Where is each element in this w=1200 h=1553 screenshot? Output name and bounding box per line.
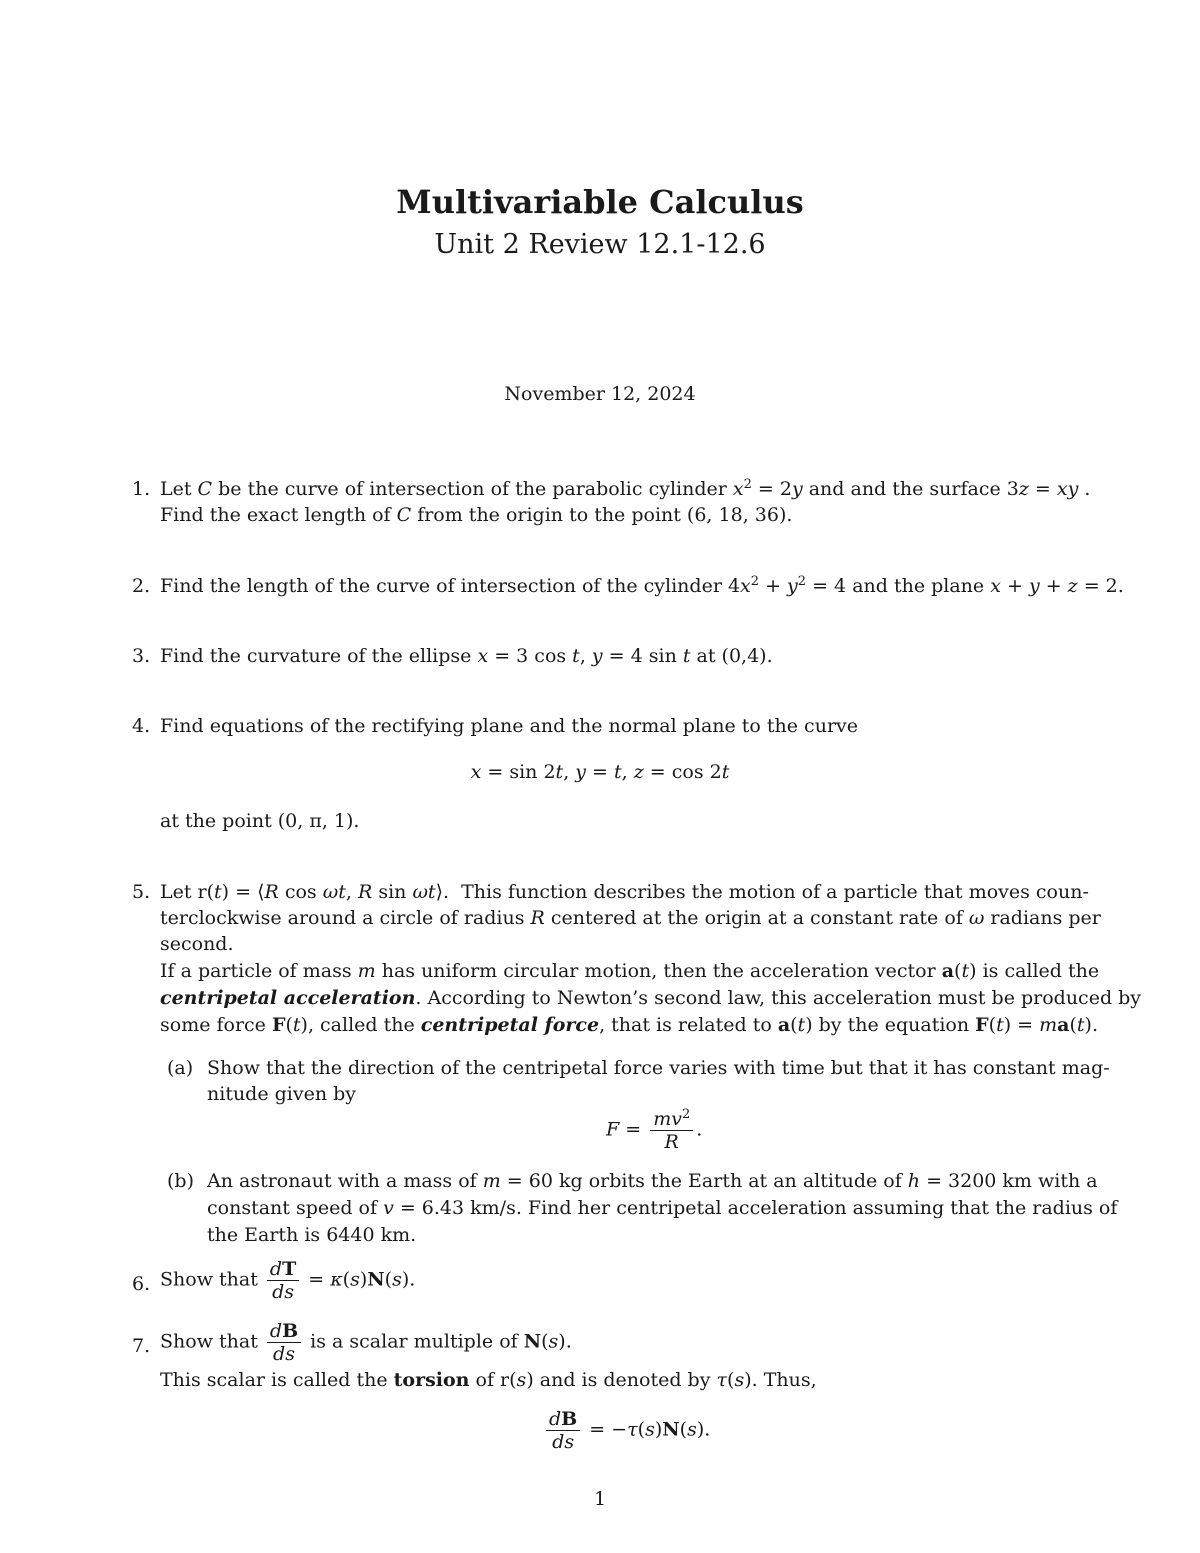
problem-5b-label: (b) [167, 1170, 194, 1192]
problem-5b-line-3: the Earth is 6440 km. [207, 1224, 417, 1246]
document-date: November 12, 2024 [504, 383, 696, 405]
document-subtitle: Unit 2 Review 12.1-12.6 [434, 229, 766, 260]
problem-2-number: 2. [132, 575, 151, 597]
problem-5-number: 5. [132, 881, 151, 903]
problem-5-line-5: centripetal acceleration. According to Newton’s second law, this acceleration must be produced by [160, 987, 1142, 1009]
problem-6-text: Show that $\frac{dT}{ds}$ = κ(s)N(s). [160, 1258, 416, 1303]
problem-4-line-2: at the point (0, π, 1). [160, 810, 360, 832]
problem-1-line-2: Find the exact length of C from the origin to the point (6, 18, 36). [160, 504, 793, 526]
problem-3-text: Find the curvature of the ellipse x = 3 cos t, y = 4 sin t at (0,4). [160, 645, 773, 667]
problem-5a-formula: F = $\frac{mv^2}{R}$ . [606, 1107, 703, 1153]
problem-5-line-1: Let r(t) = ⟨R cos ωt, R sin ωt⟩. This function describes the motion of a particle that moves coun- [160, 881, 1089, 903]
page-number: 1 [593, 1488, 607, 1510]
problem-5a-label: (a) [167, 1057, 194, 1079]
problem-5-line-6: some force F(t), called the centripetal force, that is related to a(t) by the equation F(t) = ma(t). [160, 1014, 1098, 1036]
problem-7-line-2: This scalar is called the torsion of r(s) and is denoted by τ(s). Thus, [160, 1369, 817, 1391]
problem-1-line-1: Let C be the curve of intersection of the parabolic cylinder $x^2 = 2y$ and and the surface 3z = xy . [160, 477, 1091, 500]
problem-4-curve-equation: x = sin 2t, y = t, z = cos 2t [470, 761, 730, 783]
problem-7-line-1: Show that $\frac{dB}{ds}$ is a scalar multiple of N(s). [160, 1320, 572, 1365]
problem-5b-line-1: An astronaut with a mass of m = 60 kg orbits the Earth at an altitude of h = 3200 km with a [207, 1170, 1098, 1192]
document-title: Multivariable Calculus [396, 183, 804, 221]
problem-5b-line-2: constant speed of v = 6.43 km/s. Find her centripetal acceleration assuming that the radius of [207, 1197, 1118, 1219]
problem-5-line-2: terclockwise around a circle of radius R centered at the origin at a constant rate of ω radians per [160, 907, 1101, 929]
problem-4-line-1: Find equations of the rectifying plane and the normal plane to the curve [160, 715, 858, 737]
problem-6-number: 6. [132, 1273, 151, 1295]
problem-5-line-4: If a particle of mass m has uniform circular motion, then the acceleration vector a(t) is called the [160, 960, 1100, 982]
problem-7-number: 7. [132, 1335, 151, 1357]
problem-2-text: Find the length of the curve of intersection of the cylinder $4x^2 + y^2 = 4$ and the plane x + y + z = 2. [160, 574, 1124, 597]
problem-1-number: 1. [132, 478, 151, 500]
problem-5a-line-2: nitude given by [207, 1083, 357, 1105]
problem-3-number: 3. [132, 645, 151, 667]
problem-5-line-3: second. [160, 933, 234, 955]
problem-7-formula: $\frac{dB}{ds}$ = −τ(s)N(s). [543, 1408, 710, 1453]
problem-5a-line-1: Show that the direction of the centripetal force varies with time but that it has constant mag- [207, 1057, 1110, 1079]
problem-4-number: 4. [132, 715, 151, 737]
